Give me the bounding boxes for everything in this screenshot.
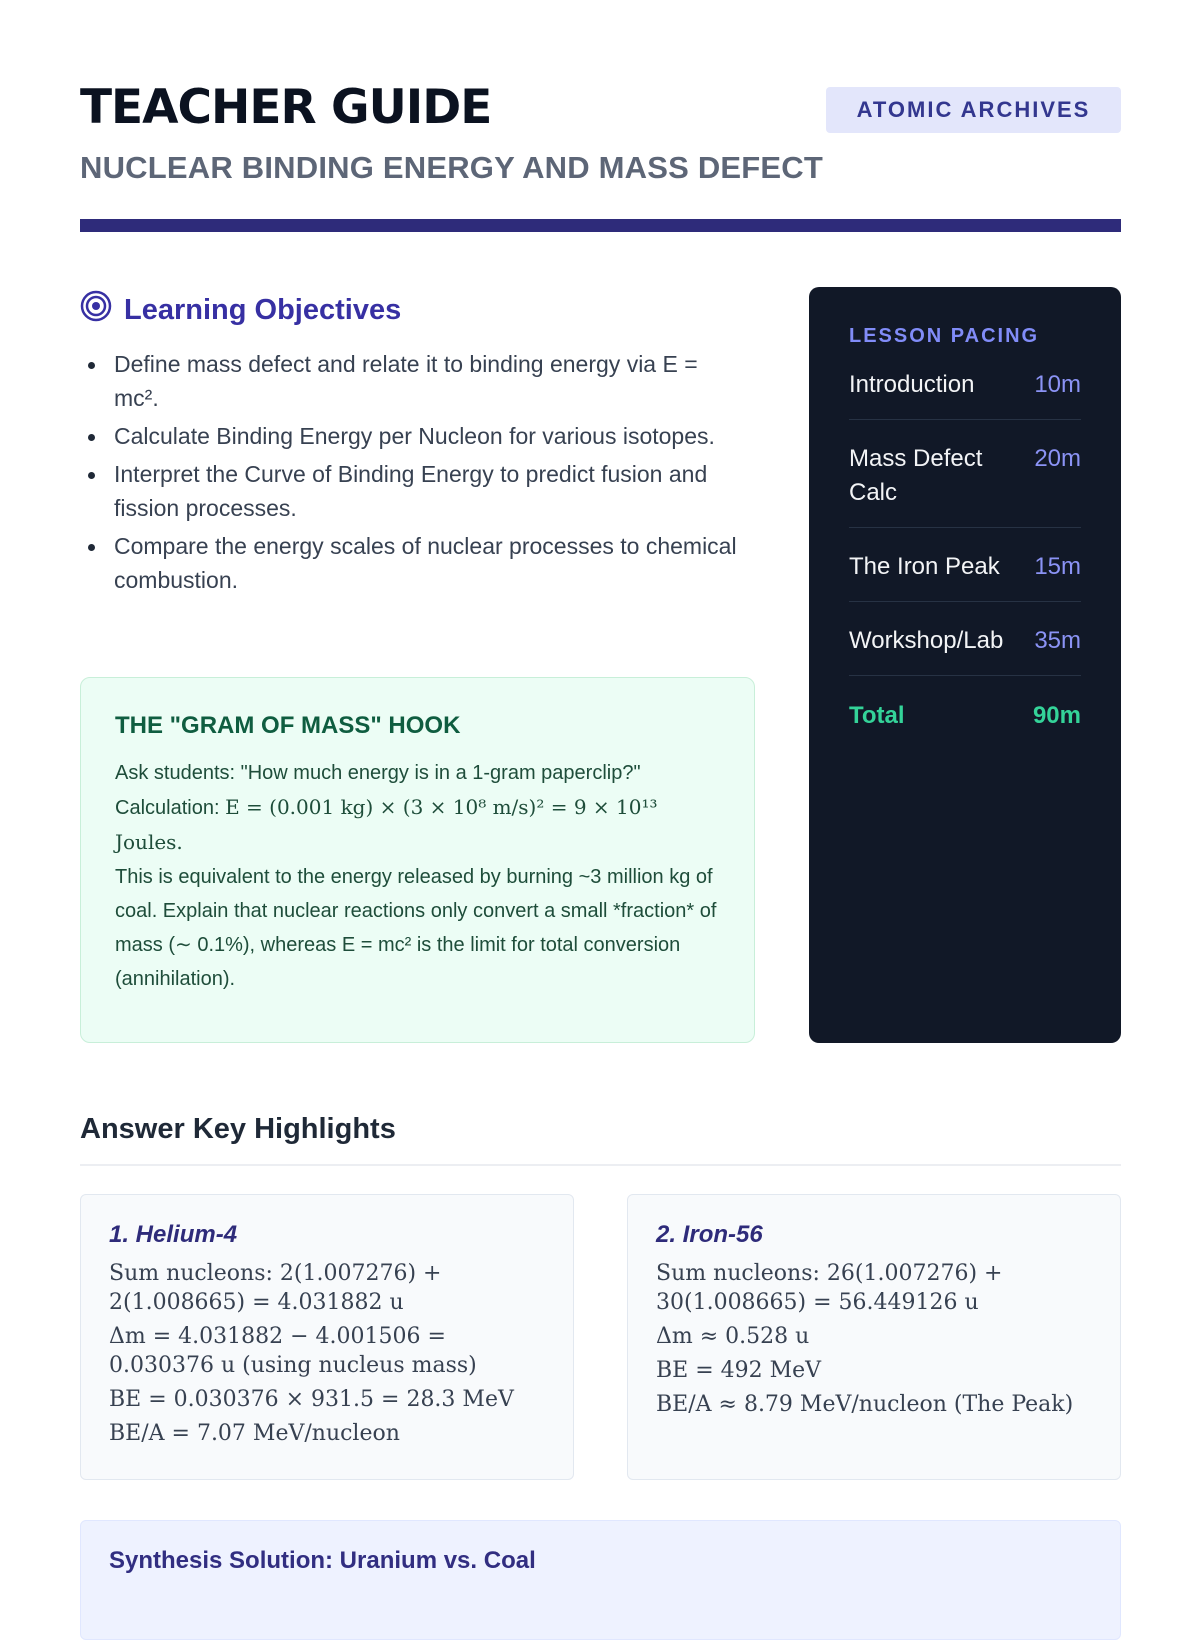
answer-card-iron: [627, 1194, 1121, 1480]
hook-calculation-label: Calculation:: [115, 797, 220, 819]
answer-key-divider: [80, 1164, 1121, 1166]
pacing-item-time: 20m: [1034, 445, 1081, 472]
hook-callout: [80, 677, 755, 1043]
pacing-item-name: The Iron Peak: [849, 553, 1000, 580]
synthesis-box: [80, 1520, 1121, 1640]
pacing-item-time: 35m: [1034, 627, 1081, 654]
list-item: Interpret the Curve of Binding Energy to predict fusion and fission processes.: [80, 457, 740, 525]
pacing-label: LESSON PACING: [849, 325, 1040, 347]
objectives-heading-label: Learning Objectives: [124, 293, 402, 326]
answer-line: BE/A ≈ 8.79 MeV/nucleon (The Peak): [656, 1392, 1074, 1417]
pacing-item-time: 15m: [1034, 553, 1081, 580]
list-item: Define mass defect and relate it to binding energy via E = mc².: [80, 347, 740, 415]
pacing-item-name: Mass Defect Calc: [849, 445, 983, 506]
list-item: Calculate Binding Energy per Nucleon for various isotopes.: [80, 419, 740, 453]
lesson-pacing-panel: [809, 287, 1121, 1043]
pacing-item-time: 10m: [1034, 371, 1081, 398]
target-icon: [80, 290, 112, 330]
answer-key-heading: Answer Key Highlights: [80, 1113, 396, 1145]
list-item: Compare the energy scales of nuclear processes to chemical combustion.: [80, 529, 740, 597]
answer-line: Δm ≈ 0.528 u: [656, 1324, 810, 1349]
answer-card-title: 1. Helium-4: [109, 1221, 238, 1248]
pacing-row: [849, 550, 1081, 602]
pacing-row: [849, 368, 1081, 420]
answer-line: BE/A = 7.07 MeV/nucleon: [109, 1421, 400, 1446]
answer-card-title: 2. Iron-56: [656, 1221, 763, 1248]
hook-question: Ask students: "How much energy is in a 1-gram paperclip?": [115, 762, 641, 784]
pacing-row: [849, 624, 1081, 676]
answer-line: Δm = 4.031882 − 4.001506 = 0.030376 u (using nucleus mass): [109, 1324, 477, 1378]
answer-card-helium: [80, 1194, 574, 1480]
pacing-row: [849, 442, 1081, 528]
hook-title: THE "GRAM OF MASS" HOOK: [115, 712, 461, 739]
objectives-heading: [80, 290, 401, 330]
page-subtitle: NUCLEAR BINDING ENERGY AND MASS DEFECT: [80, 150, 824, 185]
synthesis-title: Synthesis Solution: Uranium vs. Coal: [109, 1547, 536, 1574]
pacing-total-time: 90m: [1032, 702, 1081, 729]
hook-calculation-expression: E = (0.001 kg) × (3 × 10⁸ m/s)² = 9 × 10¹³ Joules.: [115, 795, 658, 854]
page-title: TEACHER GUIDE: [80, 80, 492, 135]
pacing-total-label: Total: [849, 702, 905, 729]
pacing-item-name: Introduction: [849, 371, 975, 398]
header-divider: [80, 219, 1121, 232]
hook-calculation: [115, 790, 720, 860]
objectives-list: [80, 347, 740, 601]
pacing-item-name: Workshop/Lab: [849, 627, 1004, 654]
answer-line: BE = 0.030376 × 931.5 = 28.3 MeV: [109, 1387, 514, 1412]
hook-explanation: This is equivalent to the energy released by burning ~3 million kg of coal. Explain that nuclear reactions only convert a small *fraction* of mass (∼ 0.1%), whereas E = mc² is the limit for total conversion (annihilation).: [115, 866, 717, 990]
brand-badge: ATOMIC ARCHIVES: [826, 87, 1121, 133]
pacing-total-row: [849, 698, 1081, 730]
answer-line: Sum nucleons: 26(1.007276) + 30(1.008665) = 56.449126 u: [656, 1261, 1003, 1315]
answer-line: Sum nucleons: 2(1.007276) + 2(1.008665) = 4.031882 u: [109, 1261, 442, 1315]
answer-line: BE = 492 MeV: [656, 1358, 822, 1383]
